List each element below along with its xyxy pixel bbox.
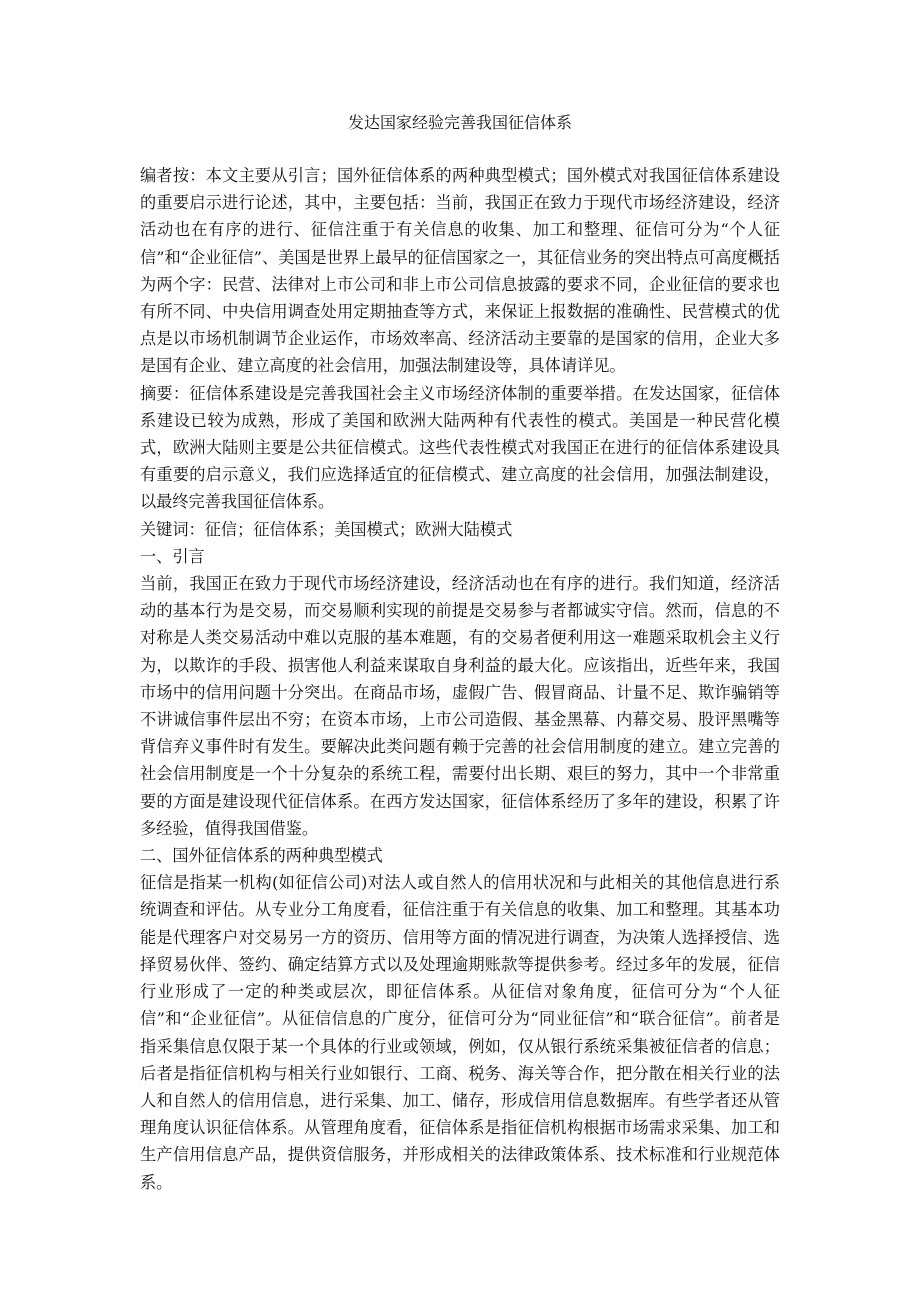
foreign-models-paragraph: 征信是指某一机构(如征信公司)对法人或自然人的信用状况和与此相关的其他信息进行系统调查和评估。从专业分工角度看，征信注重于有关信息的收集、加工和整理。其基本功能是代理客户对交易另一方的资历、信用等方面的情况进行调查，为决策人选择授信、选择贸易伙伴、签约、确定结算方式以及处理逾期账款等提供参考。经过多年的发展，征信行业形成了一定的种类或层次，即征信体系。从征信对象角度，征信可分为“个人征信”和“企业征信”。从征信信息的广度分，征信可分为“同业征信”和“联合征信”。前者是指采集信息仅限于某一个具体的行业或领域，例如，仅从银行系统采集被征信者的信息；后者是指征信机构与相关行业如银行、工商、税务、海关等合作，把分散在相关行业的法人和自然人的信用信息，进行采集、加工、储存，形成信用信息数据库。有些学者还从管理角度认识征信体系。从管理角度看，征信体系是指征信机构根据市场需求采集、加工和生产信用信息产品，提供资信服务，并形成相关的法律政策体系、技术标准和行业规范体系。 bbox=[140, 873, 780, 1192]
section-heading-foreign-models: 二、国外征信体系的两种典型模式 bbox=[140, 846, 383, 866]
keywords-line: 关键词：征信；征信体系；美国模式；欧洲大陆模式 bbox=[140, 519, 513, 539]
editor-note-paragraph: 编者按：本文主要从引言；国外征信体系的两种典型模式；国外模式对我国征信体系建设的重要启示进行论述，其中，主要包括：当前，我国正在致力于现代市场经济建设，经济活动也在有序的进行、征信注重于有关信息的收集、加工和整理、征信可分为“个人征信”和“企业征信”、美国是世界上最早的征信国家之一，其征信业务的突出特点可高度概括为两个字：民营、法律对上市公司和非上市公司信息披露的要求不同，企业征信的要求也有所不同、中央信用调查处用定期抽查等方式，来保证上报数据的准确性、民营模式的优点是以市场机制调节企业运作，市场效率高、经济活动主要靠的是国家的信用，企业大多是国有企业、建立高度的社会信用，加强法制建设等，具体请详见。 bbox=[140, 166, 780, 376]
introduction-paragraph: 当前，我国正在致力于现代市场经济建设，经济活动也在有序的进行。我们知道，经济活动的基本行为是交易，而交易顺利实现的前提是交易参与者都诚实守信。然而，信息的不对称是人类交易活动中难以克服的基本难题，有的交易者便利用这一难题采取机会主义行为，以欺诈的手段、损害他人利益来谋取自身利益的最大化。应该指出，近些年来，我国市场中的信用问题十分突出。在商品市场，虚假广告、假冒商品、计量不足、欺诈骗销等不讲诚信事件层出不穷；在资本市场，上市公司造假、基金黑幕、内幕交易、股评黑嘴等背信弃义事件时有发生。要解决此类问题有赖于完善的社会信用制度的建立。建立完善的社会信用制度是一个十分复杂的系统工程，需要付出长期、艰巨的努力，其中一个非常重要的方面是建设现代征信体系。在西方发达国家，征信体系经历了多年的建设，积累了许多经验，值得我国借鉴。 bbox=[140, 574, 780, 838]
section-heading-introduction: 一、引言 bbox=[140, 546, 205, 566]
document-title: 发达国家经验完善我国征信体系 bbox=[347, 113, 572, 132]
document-page bbox=[140, 110, 780, 1196]
abstract-paragraph: 摘要：征信体系建设是完善我国社会主义市场经济体制的重要举措。在发达国家，征信体系建设已较为成熟，形成了美国和欧洲大陆两种有代表性的模式。美国是一种民营化模式，欧洲大陆则主要是公共征信模式。这些代表性模式对我国正在进行的征信体系建设具有重要的启示意义，我们应选择适宜的征信模式、建立高度的社会信用，加强法制建设，以最终完善我国征信体系。 bbox=[140, 383, 780, 512]
